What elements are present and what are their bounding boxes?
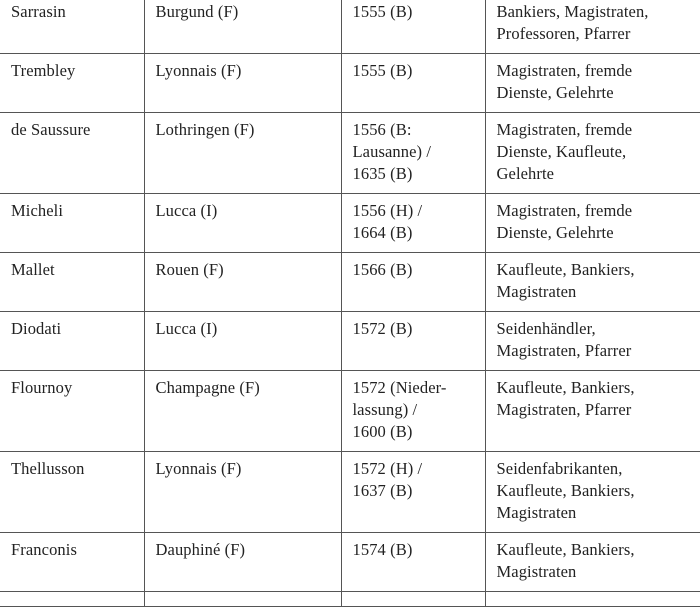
- roles-line: Bankiers, Magistraten,: [496, 2, 649, 21]
- date-line: 1556 (B:: [352, 120, 412, 139]
- date-cell: [341, 54, 485, 113]
- family-cell: [0, 253, 144, 312]
- table-row: [0, 592, 700, 607]
- date-line: 1635 (B): [352, 164, 413, 183]
- table-row: [0, 452, 700, 533]
- family-cell: [0, 54, 144, 113]
- table-row: [0, 54, 700, 113]
- roles-line: Gelehrte: [496, 164, 555, 183]
- origin-text: Lyonnais (F): [155, 459, 242, 478]
- roles-cell: [485, 194, 700, 253]
- origin-text: Lothringen (F): [155, 120, 255, 139]
- origin-text: Lucca (I): [155, 319, 218, 338]
- origin-text: Rouen (F): [155, 260, 224, 279]
- roles-line: Magistraten: [496, 282, 577, 301]
- family-cell: [0, 0, 144, 54]
- roles-line: Dienste, Gelehrte: [496, 83, 614, 102]
- origin-text: Lucca (I): [155, 201, 218, 220]
- table-row: [0, 371, 700, 452]
- date-cell: [341, 371, 485, 452]
- roles-cell: [485, 452, 700, 533]
- table-row: [0, 253, 700, 312]
- roles-line: Magistraten, fremde: [496, 61, 633, 80]
- origin-cell: [144, 592, 341, 607]
- date-cell: [341, 452, 485, 533]
- origin-text: Lyonnais (F): [155, 61, 242, 80]
- origin-cell: [144, 54, 341, 113]
- roles-line: Kaufleute, Bankiers,: [496, 378, 635, 397]
- table-row: [0, 312, 700, 371]
- family-cell: [0, 592, 144, 607]
- date-cell: [341, 533, 485, 592]
- date-line: Lausanne) /: [352, 142, 432, 161]
- roles-line: Kaufleute, Bankiers,: [496, 260, 635, 279]
- family-name: Diodati: [11, 319, 62, 338]
- roles-line: Magistraten, fremde: [496, 120, 633, 139]
- roles-line: Dienste, Gelehrte: [496, 223, 614, 242]
- date-line: 1664 (B): [352, 223, 413, 242]
- origin-text: Dauphiné (F): [155, 540, 246, 559]
- origin-cell: [144, 452, 341, 533]
- date-cell: [341, 113, 485, 194]
- roles-line: Magistraten, fremde: [496, 201, 633, 220]
- family-cell: [0, 312, 144, 371]
- family-name: Sarrasin: [11, 2, 66, 21]
- origin-cell: [144, 312, 341, 371]
- family-cell: [0, 452, 144, 533]
- date-line: 1574 (B): [352, 540, 413, 559]
- date-line: 1566 (B): [352, 260, 413, 279]
- date-cell: [341, 194, 485, 253]
- date-cell: [341, 253, 485, 312]
- family-cell: [0, 113, 144, 194]
- family-name: Mallet: [11, 260, 55, 279]
- date-cell: [341, 592, 485, 607]
- origin-cell: [144, 253, 341, 312]
- date-line: lassung) /: [352, 400, 418, 419]
- origin-cell: [144, 194, 341, 253]
- roles-line: Magistraten: [496, 503, 577, 522]
- origin-text: Burgund (F): [155, 2, 239, 21]
- family-cell: [0, 194, 144, 253]
- family-cell: [0, 371, 144, 452]
- origin-cell: [144, 0, 341, 54]
- table-row: [0, 0, 700, 54]
- roles-line: Dienste, Kaufleute,: [496, 142, 627, 161]
- roles-line: Magistraten: [496, 562, 577, 581]
- roles-line: Magistraten, Pfarrer: [496, 400, 632, 419]
- roles-cell: [485, 371, 700, 452]
- roles-cell: [485, 0, 700, 54]
- table-row: [0, 194, 700, 253]
- roles-cell: [485, 533, 700, 592]
- date-line: 1556 (H) /: [352, 201, 423, 220]
- date-line: 1637 (B): [352, 481, 413, 500]
- roles-line: Kaufleute, Bankiers,: [496, 481, 635, 500]
- origin-cell: [144, 533, 341, 592]
- roles-cell: [485, 54, 700, 113]
- roles-line: Professoren, Pfarrer: [496, 24, 631, 43]
- date-line: 1555 (B): [352, 61, 413, 80]
- roles-cell: [485, 253, 700, 312]
- family-name: Trembley: [11, 61, 76, 80]
- family-cell: [0, 533, 144, 592]
- date-cell: [341, 0, 485, 54]
- date-line: 1600 (B): [352, 422, 413, 441]
- roles-line: Seidenfabrikanten,: [496, 459, 623, 478]
- family-name: Micheli: [11, 201, 64, 220]
- table-row: [0, 113, 700, 194]
- roles-line: Seidenhändler,: [496, 319, 596, 338]
- roles-line: Kaufleute, Bankiers,: [496, 540, 635, 559]
- date-line: 1572 (H) /: [352, 459, 423, 478]
- roles-cell: [485, 113, 700, 194]
- origin-cell: [144, 371, 341, 452]
- table-row: [0, 533, 700, 592]
- family-name: Flournoy: [11, 378, 73, 397]
- date-cell: [341, 312, 485, 371]
- date-line: 1572 (Nieder-: [352, 378, 447, 397]
- family-name: de Saussure: [11, 120, 91, 139]
- origin-text: Champagne (F): [155, 378, 260, 397]
- roles-cell: [485, 312, 700, 371]
- family-name: Franconis: [11, 540, 77, 559]
- family-name: Thellusson: [11, 459, 85, 478]
- date-line: 1572 (B): [352, 319, 413, 338]
- roles-cell: [485, 592, 700, 607]
- origin-cell: [144, 113, 341, 194]
- date-line: 1555 (B): [352, 2, 413, 21]
- roles-line: Magistraten, Pfarrer: [496, 341, 632, 360]
